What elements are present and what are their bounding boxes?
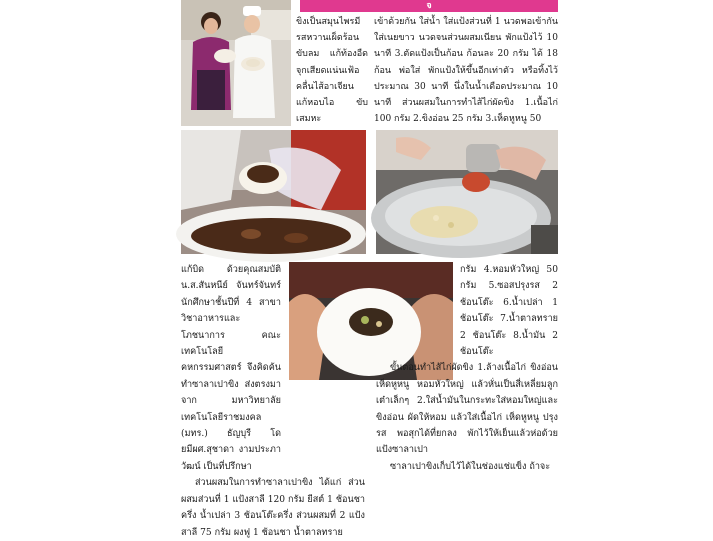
method-column: กรัม 4.หอมหัวใหญ่ 50 กรัม 5.ซอสปรุงรส 2 ช้อนโต๊ะ 6.น้ำเปล่า 1 ช้อนโต๊ะ 7.น้ำตาลทราย 2 ช้อนโต๊ะ 8.น้ำมัน 2 ช้อนโต๊ะ ขั้นตอนทำไส้ไก่ผัดขิง 1.ล้างเนื้อไก่ ขิงอ่อน เห็ดหูหนู หอมหัวใหญ่ แล้วหั่นเป็นสี่เหลี่ยมลูกเต๋าเล็กๆ 2.ใส่น้ำมันในกระทะใส่หอมใหญ่และขิงอ่อน ผัดให้หอม แล้วใส่เนื้อไก่ เห็ดหูหนู ปรุงรส พอสุกได้ที่ยกลง พักไว้ให้เย็นแล้วห่อด้วยแป้งซาลาเปา ซาลาเปาขิงเก็บไว้ได้ในช่องแช่แข็ง ถ้าจะ	[376, 265, 558, 472]
wok-cooking-photo	[376, 130, 558, 254]
bun-wrapping-photo	[181, 130, 366, 254]
intro-column: ขิงเป็นสมุนไพรมีรสหวานเผ็ดร้อน ขับลม แก้ท้องอืดจุกเสียดแน่นเฟ้อ คลื่นไส้อาเจียน แก้หอบไอ ขับเสมหะ	[296, 17, 368, 125]
story-column: แก้บิด ด้วยคุณสมบัติน.ส.สันหนีย์ จันทร์จันทร์ นักศึกษาชั้นปีที่ 4 สาขาวิชาอาหารและโภชนาการ คณะเทคโนโลยีคหกรรมศาสตร์ จึงคิดค้นทำซาลาเปาขิง ส่งตรงมาจาก มหาวิทยาลัยเทคโนโลยีราชมงคล (มทร.) ธัญบุรี โดยมีผศ.สุชาดา งามประภาวัฒน์ เป็นที่ปรึกษา ส่วนผสมในการทำซาลาเปาขิง ได้แก่ ส่วนผสมส่วนที่ 1 แป้งสาลี 120 กรัม ยีสต์ 1 ช้อนชาครึ่ง น้ำเปล่า 3 ช้อนโต๊ะครึ่ง ส่วนผสมที่ 2 แป้งสาลี 75 กรัม ผงฟู 1 ช้อนชา น้ำตาลทราย	[181, 265, 365, 538]
section-banner: จ	[300, 0, 558, 12]
ingredients-column-top: เข้าด้วยกัน ใส่น้ำ ใส่แป้งส่วนที่ 1 นวดพอเข้ากัน ใส่เนยขาว นวดจนส่วนผสมเนียน พักแป้งไว้ 10 นาที 3.ตัดแป้งเป็นก้อน ก้อนละ 20 กรัม ได้ 18 ก้อน พ่อใส่ พักแป้งให้ขึ้นอีกเท่าตัว หรือทิ้งไว้ประมาณ 30 นาที นึ่งในน้ำเดือดประมาณ 10 นาที ส่วนผสมในการทำไส้ไก่ผัดขิง 1.เนื้อไก่ 100 กรัม 2.ขิงอ่อน 25 กรัม 3.เห็ดหูหนู 50	[374, 17, 558, 125]
two-cooks-photo	[181, 0, 291, 126]
